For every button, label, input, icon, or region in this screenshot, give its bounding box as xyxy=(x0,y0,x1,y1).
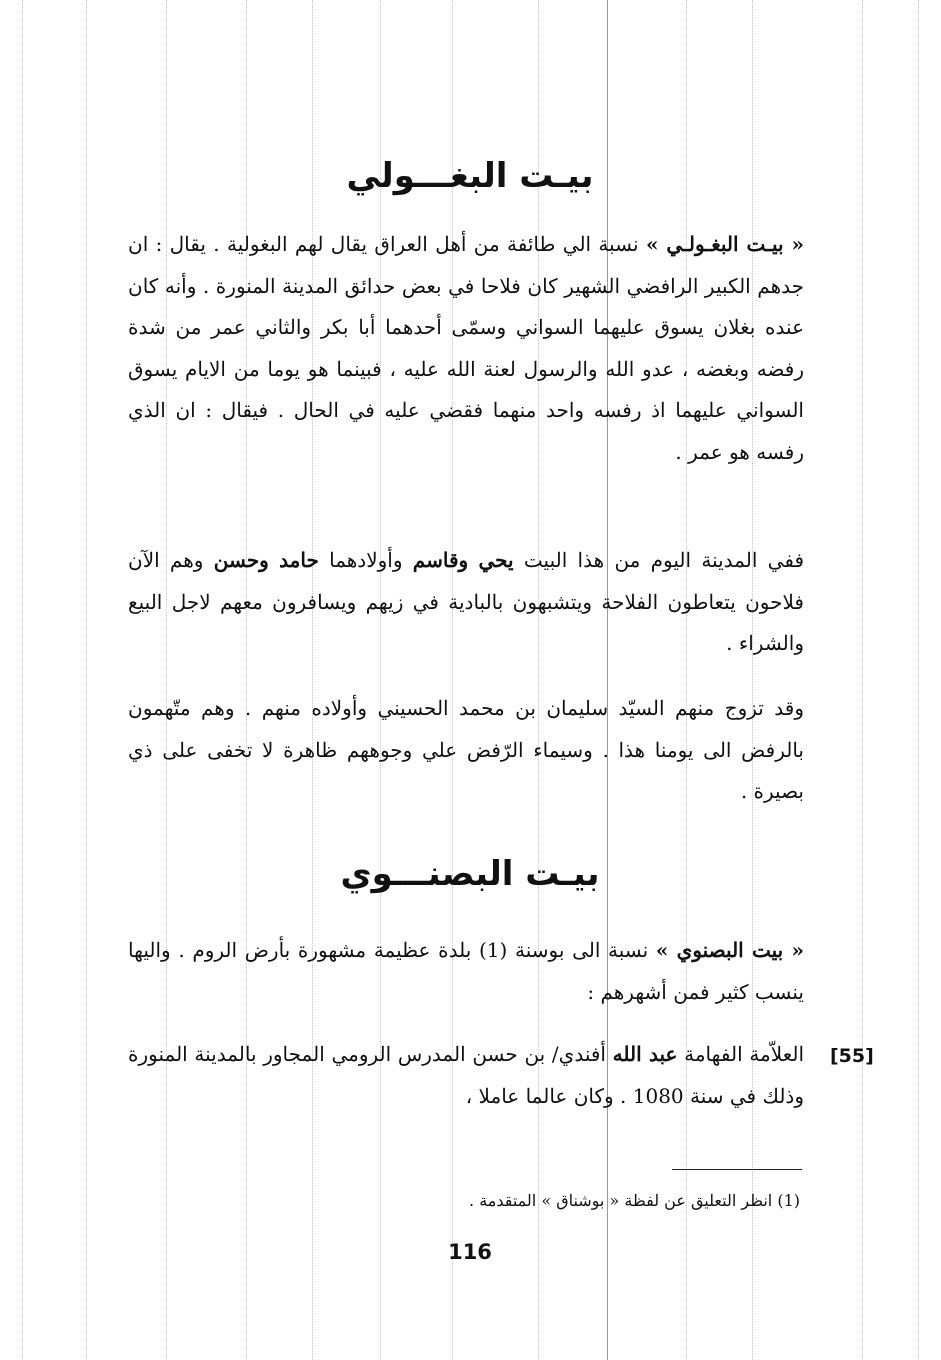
scan-rule-line xyxy=(166,0,167,1360)
paragraph-text xyxy=(468,548,478,572)
scan-rule-line xyxy=(862,0,863,1360)
paragraph-baghouli-family xyxy=(128,540,804,665)
person-name: يحي xyxy=(478,548,514,572)
paragraph-text: وأولادهما xyxy=(318,548,413,572)
scan-rule-line xyxy=(538,0,539,1360)
paragraph-baghouli-marriage: وقد تزوج منهم السيّد سليمان بن محمد الحسيني وأولاده منهم . وهم متّهمون بالرفض الى يومنا هذا . وسيماء الرّفض علي وجوههم ظاهرة لا تخفى على ذي بصيرة . xyxy=(128,696,804,803)
paragraph-text xyxy=(269,548,279,572)
paragraph-text: أفندي/ بن حسن المدرس الرومي المجاور بالمدينة المنورة وذلك في سنة 1080 . وكان عالما عاملا ، xyxy=(128,1042,804,1108)
entry-lead-basnawi: « بيت البصنوي » xyxy=(655,938,804,962)
paragraph-text: نسبة الى بوسنة (1) بلدة عظيمة مشهورة بأرض الروم . واليها ينسب كثير فمن أشهرهم : xyxy=(128,938,804,1004)
paragraph-text: ففي المدينة اليوم من هذا البيت xyxy=(513,548,805,572)
marginal-page-reference: [55] xyxy=(830,1045,874,1067)
footnote: (1) انظر التعليق عن لفظة « بوشناق » المتقدمة . xyxy=(469,1191,800,1210)
footnote-divider xyxy=(672,1169,802,1170)
page-number: 116 xyxy=(448,1240,492,1264)
scan-rule-line xyxy=(246,0,247,1360)
person-name: عبد الله xyxy=(612,1042,678,1066)
scan-center-line xyxy=(607,0,608,1360)
scan-rule-line xyxy=(86,0,87,1360)
paragraph-text: نسبة الي طائفة من أهل العراق يقال لهم البغولية . يقال : ان جدهم الكبير الرافضي الشهير كان فلاحا في بعض حدائق المدينة المنورة . وأنه كان عنده بغلان يسوق عليهما السواني وسمّى أحدهما أبا بكر والثاني عمر من شدة رفضه وبغضه ، عدو الله والرسول لعنة الله عليه ، فبينما هو يوما من الايام يسوق السواني عليهما اذ رفسه واحد منهما فقضي عليه في الحال . فيقال : ان الذي رفسه هو عمر . xyxy=(128,232,804,464)
person-name: وقاسم xyxy=(412,548,469,572)
paragraph-basnawi-abdullah xyxy=(128,1034,804,1117)
section-title-baghouli: بيـت البغـــولي xyxy=(346,156,594,196)
entry-lead-baghouli: « بيـت البغـولـي » xyxy=(645,232,805,256)
paragraph-basnawi-intro xyxy=(128,930,804,1013)
section-title-basnawi: بيـت البصنـــوي xyxy=(340,854,600,894)
scan-rule-line xyxy=(752,0,753,1360)
person-name: وحسن xyxy=(213,548,269,572)
scan-rule-line xyxy=(452,0,453,1360)
paragraph-text: وهم الآن فلاحون يتعاطون الفلاحة ويتشبهون بالبادية في زيهم ويسافرون معهم لاجل البيع والشراء . xyxy=(128,548,804,655)
scan-rule-line xyxy=(380,0,381,1360)
person-name: حامد xyxy=(279,548,319,572)
scan-rule-line xyxy=(312,0,313,1360)
scan-rule-line xyxy=(686,0,687,1360)
scan-rule-line xyxy=(22,0,23,1360)
paragraph-text: العلاّمة الفهامة xyxy=(677,1042,804,1066)
scan-rule-line xyxy=(918,0,919,1360)
paragraph-baghouli-intro xyxy=(128,224,804,473)
